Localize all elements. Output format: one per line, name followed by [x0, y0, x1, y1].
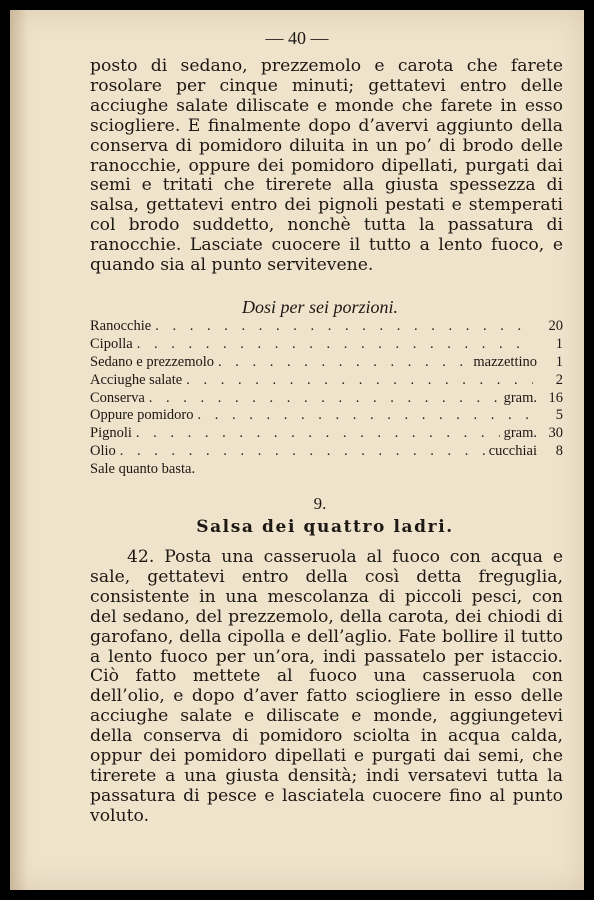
- ingredient-row: [90, 443, 563, 461]
- paragraph-1-text: posto di sedano, prezzemolo e carota che farete rosolare per cinque minuti; gettatevi entro delle acciughe salate diliscate e monde che farete in esso sciogliere. E finalmente dopo d’avervi aggiunto della conserva di pomidoro diluita in un po’ di brodo delle ranocchie, oppure dei pomidoro dipellati, purgati dai semi e tritati che tirerete alla giusta spessezza di salsa, gettatevi entro dei pignoli pestati e stemperati col brodo suddetto, nonchè tutta la passatura di ranocchie. Lasciate cuocere il tutto a lento fuoco, e quando sia al punto servitevene.: [90, 56, 563, 276]
- dot-leader: [182, 372, 533, 390]
- dot-leader: [151, 318, 533, 336]
- sale-line: Sale quanto basta.: [90, 461, 196, 478]
- dot-leader: [194, 407, 534, 425]
- paragraph-continuation: [90, 57, 563, 276]
- dot-leader: [214, 354, 469, 372]
- ingredient-name: Acciughe salate: [90, 371, 183, 388]
- ingredient-row: [90, 336, 563, 354]
- ingredient-unit: gram.: [503, 389, 537, 406]
- dot-leader: [116, 443, 485, 461]
- ingredient-row: [90, 372, 563, 390]
- ingredient-unit: cucchiai: [488, 443, 537, 460]
- ingredient-unit: mazzettino: [473, 353, 537, 370]
- ingredient-unit: gram.: [503, 425, 537, 442]
- ingredient-name: Oppure pomidoro: [90, 407, 194, 424]
- ingredient-row: [90, 318, 563, 336]
- ingredient-name: Sedano e prezzemolo: [90, 353, 215, 370]
- ingredient-quantity: 1: [555, 335, 563, 352]
- ingredient-quantity: 8: [555, 443, 563, 460]
- ingredient-quantity: 2: [555, 371, 563, 388]
- ingredient-quantity: 5: [555, 407, 563, 424]
- page-edge-shadow: [10, 10, 28, 890]
- dot-leader: [145, 390, 500, 408]
- page-number: — 40 —: [265, 28, 329, 48]
- ingredient-list: [90, 318, 563, 479]
- ingredient-name: Pignoli: [90, 425, 132, 442]
- dot-leader: [133, 336, 533, 354]
- book-page: [10, 10, 584, 890]
- ingredient-name: Ranocchie: [90, 318, 152, 334]
- section-number: 9.: [313, 494, 327, 513]
- dosi-title: Dosi per sei porzioni.: [241, 297, 398, 317]
- ingredient-name: Olio: [90, 443, 116, 460]
- ingredient-row: [90, 425, 563, 443]
- ingredient-quantity: 20: [548, 318, 563, 334]
- ingredient-name: Conserva: [90, 389, 145, 406]
- ingredient-quantity: 30: [548, 425, 563, 442]
- ingredient-name: Cipolla: [90, 335, 133, 352]
- paragraph-42: [90, 548, 563, 827]
- ingredient-row: [90, 390, 563, 408]
- ingredient-row: [90, 407, 563, 425]
- section-title: Salsa dei quattro ladri.: [196, 517, 454, 537]
- paragraph-2-text: 42. Posta una casseruola al fuoco con acqua e sale, gettatevi entro della così detta freguglia, consistente in una mescolanza di piccoli pesci, con del sedano, del prezzemolo, della carota, dei chiodi di garofano, della cipolla e dell’aglio. Fate bollire il tutto a lento fuoco per un’ora, indi passatelo per istaccio. Ciò fatto mettete al fuoco una casseruola con dell’olio, e dopo d’aver fatto sciogliere in esso delle acciughe salate e diliscate e monde, aggiungetevi della conserva di pomidoro sciolta in acqua calda, oppur dei pomidoro dipellati e purgati dai semi, che tirerete a una giusta densità; indi versatevi tutta la passatura di pesce e lasciatela cuocere fino al punto voluto.: [90, 547, 563, 826]
- ingredient-quantity: 1: [555, 353, 563, 370]
- dot-leader: [132, 425, 500, 443]
- ingredient-quantity: 16: [548, 389, 563, 406]
- ingredient-row: [90, 354, 563, 372]
